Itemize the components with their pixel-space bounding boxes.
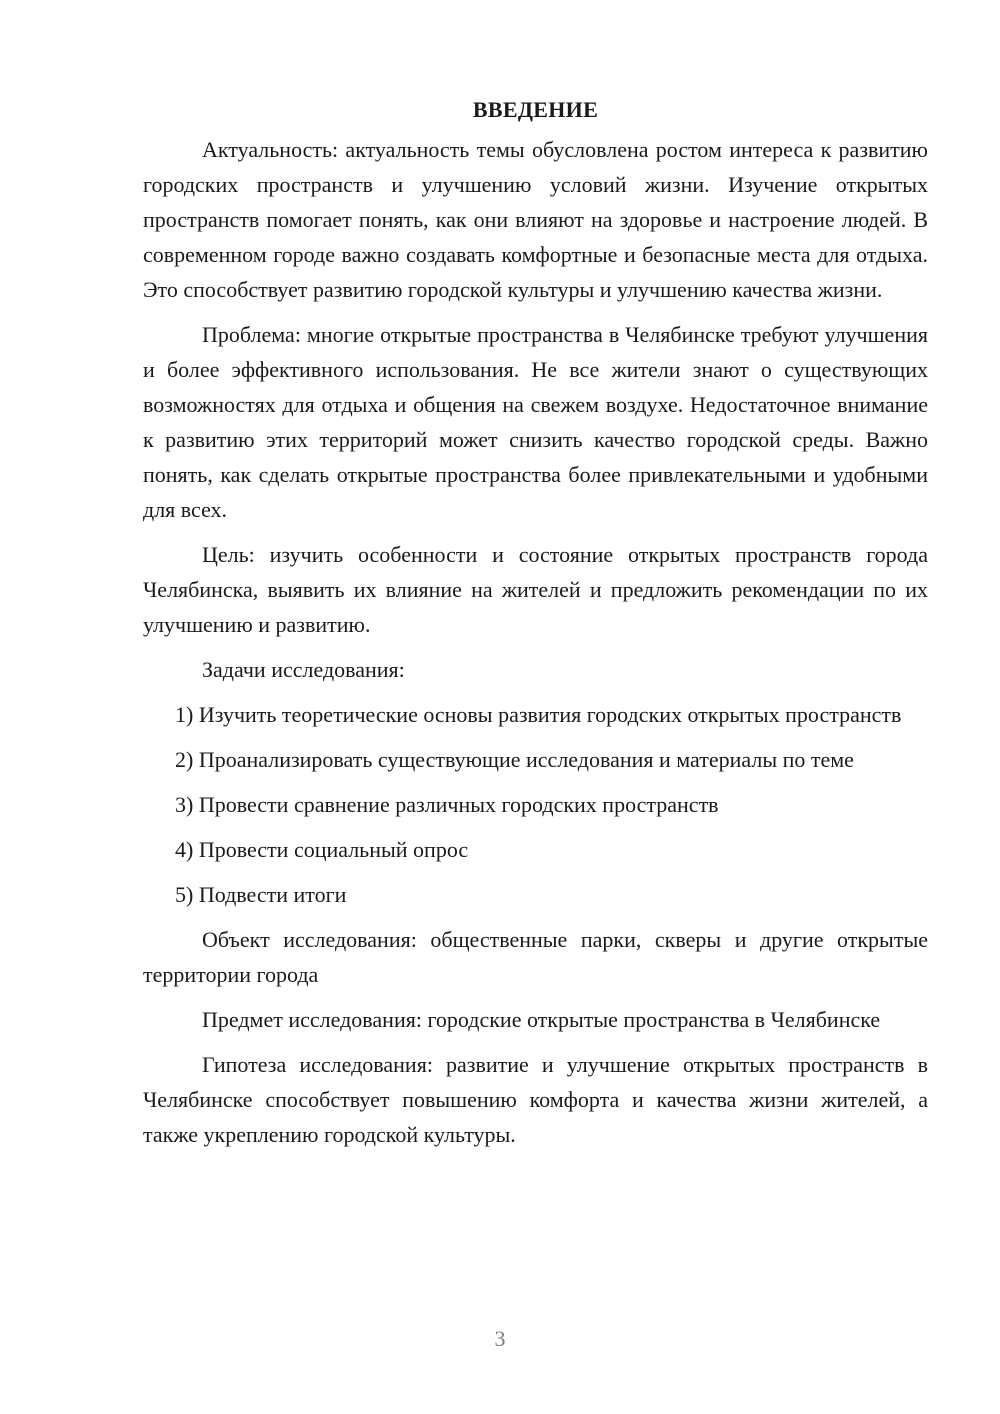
task-item-3: 3) Провести сравнение различных городских пространств (175, 792, 719, 817)
paragraph-relevance: Актуальность: актуальность темы обусловлена ростом интереса к развитию городских пространств и улучшению условий жизни. Изучение открытых пространств помогает понять, как они влияют на здоровье и настроение людей. В современном городе важно создавать комфортные и безопасные места для отдыха. Это способствует развитию городской культуры и улучшению качества жизни. (143, 137, 928, 302)
paragraph-object: Объект исследования: общественные парки, скверы и другие открытые территории города (143, 927, 928, 987)
task-item-4: 4) Провести социальный опрос (175, 837, 469, 862)
tasks-heading: Задачи исследования: (202, 657, 405, 682)
task-item-5: 5) Подвести итоги (175, 882, 347, 907)
page-number: 3 (494, 1326, 506, 1351)
paragraph-problem: Проблема: многие открытые пространства в Челябинске требуют улучшения и более эффективного использования. Не все жители знают о существующих возможностях для отдыха и общения на свежем воздухе. Недостаточное внимание к развитию этих территорий может снизить качество городской среды. Важно понять, как сделать открытые пространства более привлекательными и удобными для всех. (143, 322, 928, 522)
paragraph-subject: Предмет исследования: городские открытые пространства в Челябинске (202, 1007, 881, 1032)
task-item-2: 2) Проанализировать существующие исследования и материалы по теме (175, 747, 854, 772)
task-item-1: 1) Изучить теоретические основы развития городских открытых пространств (175, 702, 902, 727)
paragraph-hypothesis: Гипотеза исследования: развитие и улучшение открытых пространств в Челябинске способствует повышению комфорта и качества жизни жителей, а также укреплению городской культуры. (143, 1052, 928, 1147)
document-page (143, 92, 928, 1162)
paragraph-goal: Цель: изучить особенности и состояние открытых пространств города Челябинска, выявить их влияние на жителей и предложить рекомендации по их улучшению и развитию. (143, 542, 928, 637)
section-heading: ВВЕДЕНИЕ (472, 97, 599, 122)
